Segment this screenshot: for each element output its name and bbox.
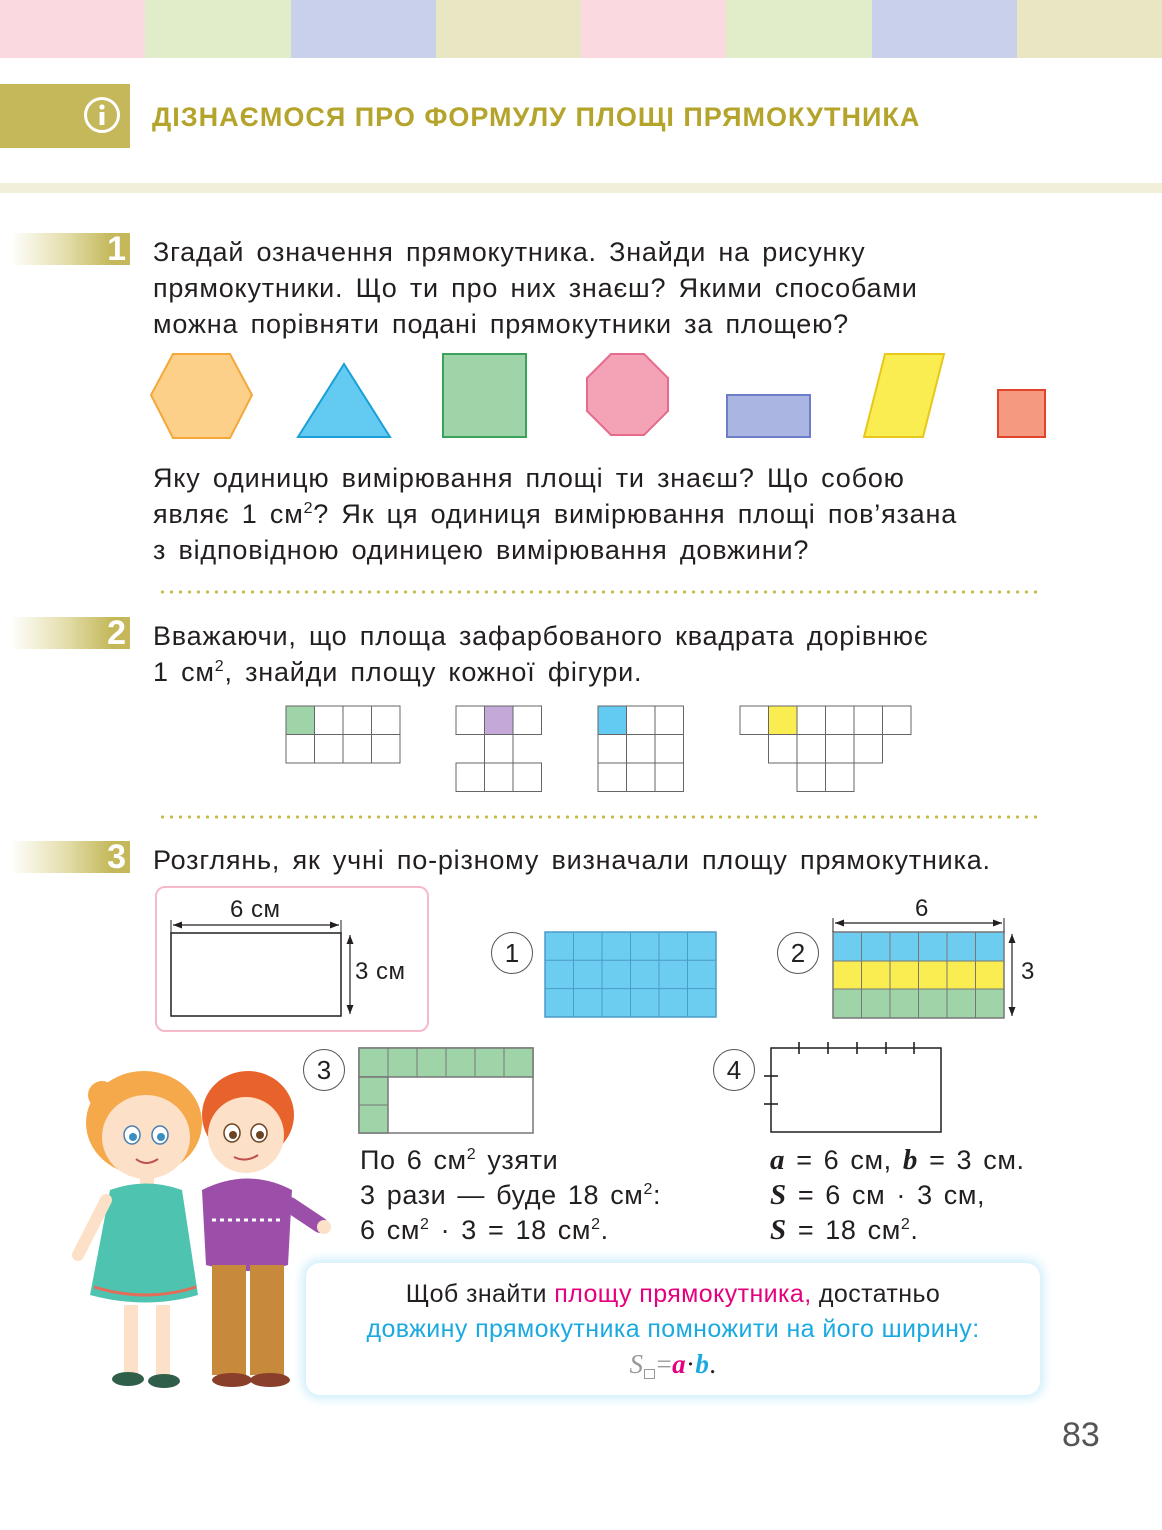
text-part: = 6 см · 3 см, xyxy=(786,1180,986,1210)
superscript: 2 xyxy=(466,1146,477,1163)
task2-line xyxy=(153,654,928,690)
rule-line: довжину прямокутника помножити на його ширину: xyxy=(366,1315,980,1343)
method4-rectangle xyxy=(758,1038,950,1138)
text-line xyxy=(360,1143,661,1178)
square-shape xyxy=(443,354,526,437)
question-line xyxy=(153,496,957,532)
superscript: 2 xyxy=(419,1216,430,1233)
task2-grid-figures xyxy=(280,700,920,800)
text-part: узяти xyxy=(476,1145,559,1175)
info-icon xyxy=(83,96,121,134)
page-number: 83 xyxy=(1062,1416,1100,1454)
text-part: 6 см xyxy=(360,1215,420,1245)
grid-figure-2 xyxy=(456,706,542,792)
task-number: 1 xyxy=(107,230,126,268)
dotted-divider xyxy=(158,815,1040,819)
text-line xyxy=(770,1178,1025,1213)
octagon-shape xyxy=(587,354,668,435)
question-line: Яку одиницю вимірювання площі ти знаєш? Що собою xyxy=(153,463,905,493)
text-part: являє 1 см xyxy=(153,499,304,529)
task1-line: прямокутники. Що ти про них знаєш? Якими способами xyxy=(153,273,918,303)
small-square-shape xyxy=(998,390,1045,437)
rectangle-symbol-icon xyxy=(644,1369,655,1379)
method4-explanation xyxy=(770,1143,1025,1248)
variable: b xyxy=(902,1144,918,1176)
girl-figure xyxy=(78,1071,202,1388)
task2-text xyxy=(153,618,928,690)
superscript: 2 xyxy=(214,658,225,675)
text-line xyxy=(360,1213,661,1248)
rule-box xyxy=(306,1263,1040,1395)
highlighted-term: площу прямокутника, xyxy=(554,1280,812,1308)
text-part: = 3 см. xyxy=(917,1145,1025,1175)
text-part: . xyxy=(910,1215,919,1245)
text-part: По 6 см xyxy=(360,1145,467,1175)
variable: a xyxy=(770,1144,786,1176)
superscript: 2 xyxy=(591,1216,601,1233)
strip-segment xyxy=(1017,0,1162,58)
variable: S xyxy=(770,1179,787,1211)
text-part: 3 рази — буде 18 см xyxy=(360,1180,644,1210)
strip-segment xyxy=(436,0,581,58)
text-part: Щоб знайти xyxy=(405,1280,555,1308)
dotted-divider xyxy=(158,590,1040,594)
rectangle-shape xyxy=(727,395,810,437)
method-number-badge: 1 xyxy=(491,932,533,974)
grid-figure-3 xyxy=(598,706,684,792)
text-part: · 3 = 18 см xyxy=(429,1215,592,1245)
children-illustration xyxy=(62,1055,332,1395)
task-number-tab xyxy=(10,614,130,652)
task1-shapes xyxy=(140,340,1060,450)
section-title: ДІЗНАЄМОСЯ ПРО ФОРМУЛУ ПЛОЩІ ПРЯМОКУТНИКА xyxy=(152,102,921,132)
task1-text xyxy=(153,234,918,342)
formula-s: S xyxy=(629,1349,644,1379)
task1-line: можна порівняти подані прямокутники за площею? xyxy=(153,309,849,339)
task2-line: Вважаючи, що площа зафарбованого квадрата дорівнює xyxy=(153,621,929,651)
width-label: 6 см xyxy=(230,896,281,923)
strip-segment xyxy=(291,0,436,58)
text-line xyxy=(770,1143,1025,1178)
method2-grid xyxy=(826,915,1031,1025)
text-line xyxy=(770,1213,1025,1248)
method-number-badge: 4 xyxy=(713,1049,755,1091)
text-part: достатньо xyxy=(811,1280,941,1308)
variable: S xyxy=(770,1214,787,1246)
method3-grid xyxy=(357,1046,537,1136)
top-color-strip xyxy=(0,0,1162,58)
height-label: 3 см xyxy=(355,958,406,985)
method3-explanation xyxy=(360,1143,661,1248)
text-part: = 6 см, xyxy=(785,1145,903,1175)
formula-end: . xyxy=(709,1349,717,1379)
formula-a: a xyxy=(672,1349,686,1379)
method2-width-label: 6 xyxy=(915,895,929,922)
task-number-tab xyxy=(10,230,130,268)
hexagon-shape xyxy=(151,354,252,438)
superscript: 2 xyxy=(303,500,314,517)
text-line xyxy=(360,1178,661,1213)
strip-segment xyxy=(726,0,871,58)
superscript: 2 xyxy=(643,1181,653,1198)
task-number-tab xyxy=(10,838,130,876)
strip-segment xyxy=(581,0,726,58)
task-number: 3 xyxy=(107,838,126,876)
area-formula xyxy=(306,1349,1040,1380)
task-number: 2 xyxy=(107,614,126,652)
formula-eq: = xyxy=(656,1349,673,1379)
text-part: : xyxy=(652,1180,662,1210)
formula-dot: · xyxy=(685,1349,696,1379)
text-part: ? Як ця одиниця вимірювання площі пов’язана xyxy=(313,499,958,529)
method1-grid xyxy=(544,931,718,1019)
method-number-badge: 3 xyxy=(303,1049,345,1091)
superscript: 2 xyxy=(900,1216,911,1233)
reference-rectangle xyxy=(160,915,360,1025)
text-part: = 18 см xyxy=(786,1215,901,1245)
strip-segment xyxy=(145,0,290,58)
triangle-shape xyxy=(298,364,390,437)
strip-segment xyxy=(872,0,1017,58)
strip-segment xyxy=(0,0,145,58)
method2-height-label: 3 xyxy=(1021,958,1035,985)
text-part: , знайди площу кожної фігури. xyxy=(224,657,643,687)
header-divider xyxy=(0,183,1162,193)
formula-b: b xyxy=(695,1349,710,1379)
rule-line xyxy=(306,1280,1040,1309)
text-part: . xyxy=(600,1215,609,1245)
question-line: з відповідною одиницею вимірювання довжини? xyxy=(153,535,810,565)
grid-figure-1 xyxy=(286,706,400,763)
grid-figure-4 xyxy=(740,706,911,792)
method-number-badge: 2 xyxy=(777,932,819,974)
task3-text: Розглянь, як учні по-різному визначали площу прямокутника. xyxy=(153,845,991,875)
parallelogram-shape xyxy=(864,354,944,437)
task1-question xyxy=(153,460,957,568)
task1-line: Згадай означення прямокутника. Знайди на рисунку xyxy=(153,237,866,267)
text-part: 1 см xyxy=(153,657,215,687)
